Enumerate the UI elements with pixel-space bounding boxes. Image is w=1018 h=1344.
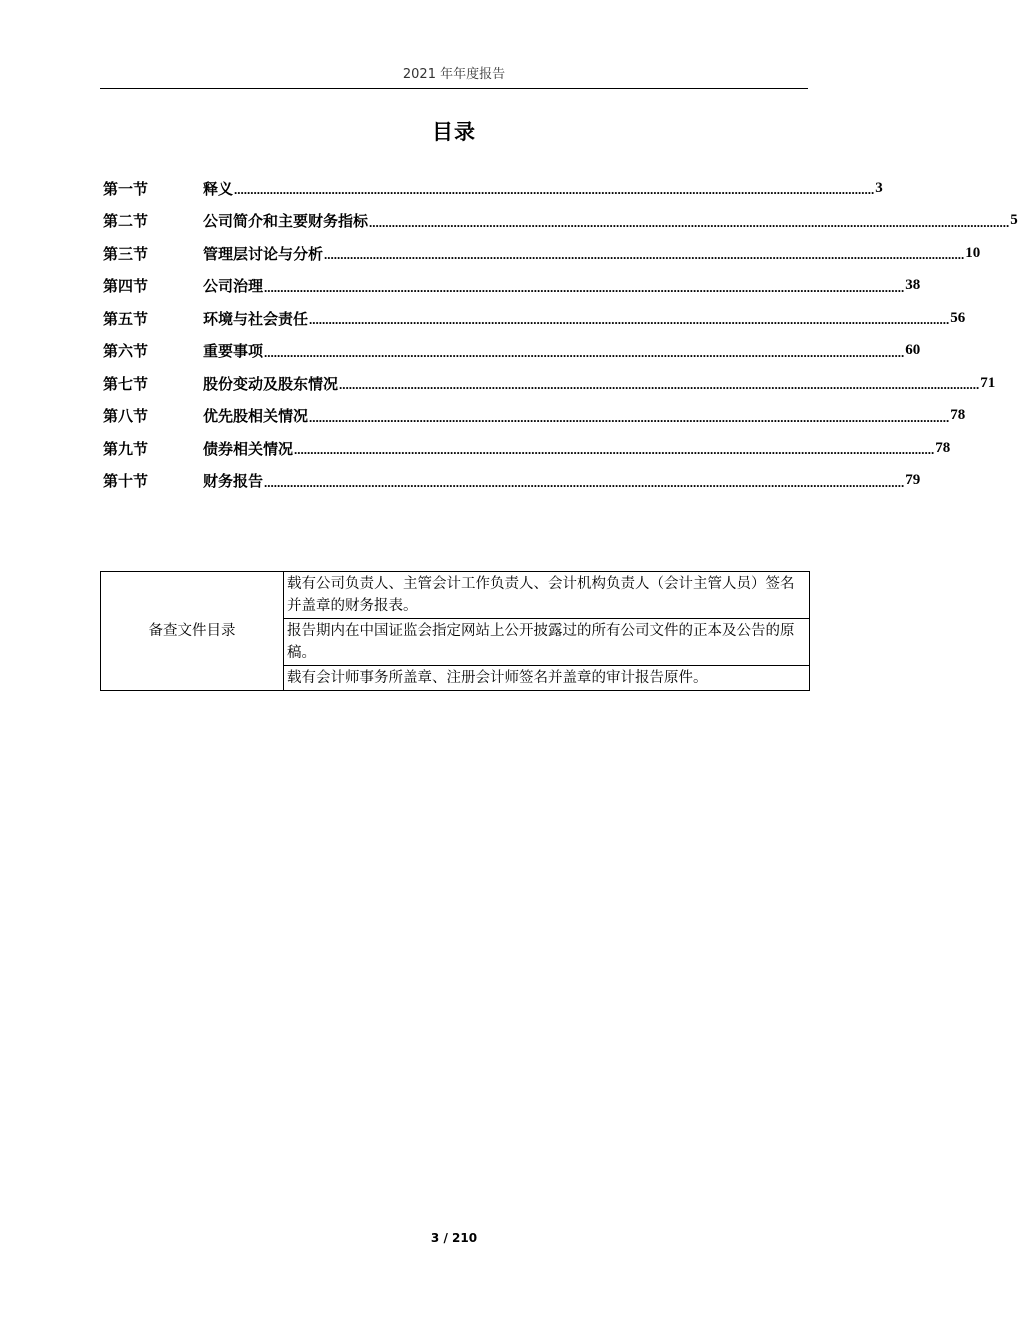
toc-dot-leader: ..................................................................................................................................................................................................... [264, 474, 905, 490]
toc-section-name: 管理层讨论与分析 [203, 244, 324, 263]
toc-section-name: 公司简介和主要财务指标 [203, 212, 369, 231]
toc-section-name: 公司治理 [203, 277, 264, 296]
toc-entry[interactable] [103, 367, 996, 400]
table-row [101, 572, 810, 619]
toc-page-number: 60 [905, 342, 921, 359]
toc-section-name: 释义 [203, 179, 234, 198]
reference-documents-table [100, 571, 810, 691]
toc-dot-leader: ..................................................................................................................................................................................................... [324, 247, 965, 263]
toc-entry[interactable] [103, 205, 1018, 238]
toc-entry[interactable] [103, 302, 966, 335]
toc-page-number: 71 [980, 374, 996, 391]
toc-dot-leader: ..................................................................................................................................................................................................... [309, 409, 950, 425]
page-number: 3 / 210 [430, 1231, 478, 1245]
toc-section-name: 重要事项 [203, 342, 264, 361]
toc-entry[interactable] [103, 465, 921, 498]
toc-section-name: 债券相关情况 [203, 439, 294, 458]
toc-section-number: 第二节 [103, 212, 149, 231]
toc-section-number: 第九节 [103, 439, 149, 458]
toc-dot-leader: ..................................................................................................................................................................................................... [264, 344, 905, 360]
reference-document-item: 报告期内在中国证监会指定网站上公开披露过的所有公司文件的正本及公告的原稿。 [284, 619, 810, 666]
toc-dot-leader: ..................................................................................................................................................................................................... [309, 312, 950, 328]
toc-section-number: 第三节 [103, 244, 149, 263]
toc-page-number: 5 [1010, 212, 1018, 229]
toc-section-number: 第五节 [103, 309, 149, 328]
reference-document-item: 载有公司负责人、主管会计工作负责人、会计机构负责人（会计主管人员）签名并盖章的财务报表。 [284, 572, 810, 619]
table-of-contents [103, 172, 1018, 497]
toc-section-number: 第七节 [103, 374, 149, 393]
toc-section-number: 第四节 [103, 277, 149, 296]
toc-section-name: 优先股相关情况 [203, 407, 309, 426]
toc-page-number: 78 [950, 407, 966, 424]
toc-page-number: 79 [905, 472, 921, 489]
toc-page-number: 38 [905, 277, 921, 294]
toc-dot-leader: ..................................................................................................................................................................................................... [234, 182, 875, 198]
page-header [100, 66, 808, 89]
page-footer [0, 1231, 908, 1245]
toc-section-name: 股份变动及股东情况 [203, 374, 339, 393]
toc-entry[interactable] [103, 432, 951, 465]
toc-section-number: 第一节 [103, 179, 149, 198]
toc-section-number: 第八节 [103, 407, 149, 426]
header-title: 2021 年年度报告 [402, 67, 506, 82]
toc-page-number: 10 [965, 244, 981, 261]
toc-section-number: 第六节 [103, 342, 149, 361]
toc-page-number: 78 [935, 439, 951, 456]
toc-entry[interactable] [103, 270, 921, 303]
toc-entry[interactable] [103, 335, 921, 368]
toc-title: 目录 [432, 120, 476, 144]
toc-dot-leader: ..................................................................................................................................................................................................... [369, 214, 1010, 230]
toc-section-name: 环境与社会责任 [203, 309, 309, 328]
toc-dot-leader: ..................................................................................................................................................................................................... [264, 279, 905, 295]
reference-document-item: 载有会计师事务所盖章、注册会计师签名并盖章的审计报告原件。 [284, 666, 810, 691]
toc-section-number: 第十节 [103, 472, 149, 491]
toc-dot-leader: ..................................................................................................................................................................................................... [294, 442, 935, 458]
toc-dot-leader: ..................................................................................................................................................................................................... [339, 377, 980, 393]
toc-entry[interactable] [103, 400, 966, 433]
toc-page-number: 56 [950, 309, 966, 326]
toc-entry[interactable] [103, 237, 981, 270]
toc-page-number: 3 [875, 179, 883, 196]
reference-documents-label: 备查文件目录 [101, 572, 284, 691]
toc-entry[interactable] [103, 172, 883, 205]
toc-section-name: 财务报告 [203, 472, 264, 491]
